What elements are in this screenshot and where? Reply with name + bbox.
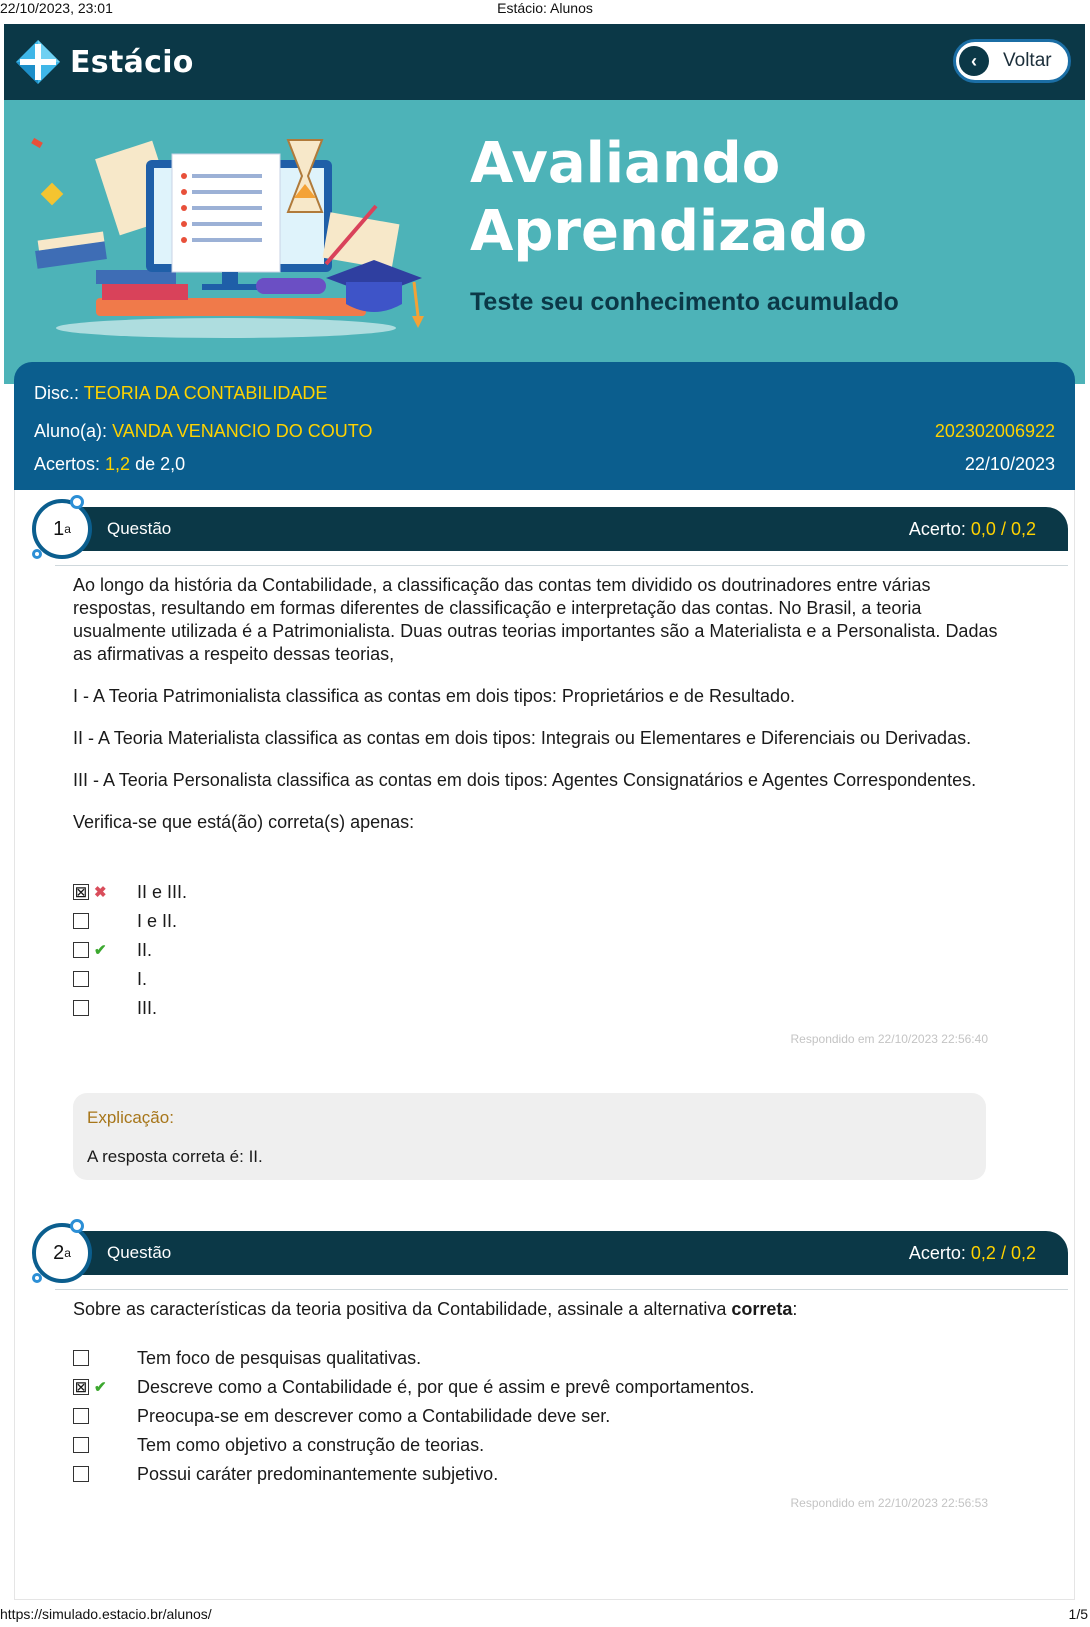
question-1-paragraph: Verifica-se que está(ão) correta(s) apenas:	[73, 812, 415, 832]
option-item[interactable]	[73, 1435, 993, 1464]
print-footer	[0, 1606, 1090, 1626]
question-1-paragraph: III - A Teoria Personalista classifica as contas em dois tipos: Agentes Consignatários e Agentes Correspondentes.	[73, 770, 977, 790]
score-value: 1,2	[105, 454, 131, 474]
question-2-number-sup: a	[64, 1246, 71, 1260]
option-item[interactable]	[73, 969, 993, 998]
badge-dot-icon	[70, 495, 84, 509]
student-label: Aluno(a):	[34, 421, 108, 441]
back-button[interactable]	[953, 39, 1071, 83]
question-2-number: 2	[53, 1241, 65, 1264]
exam-date: 22/10/2023	[964, 454, 1055, 474]
question-1-header	[55, 507, 1068, 551]
question-2-label: Questão	[107, 1243, 172, 1262]
question-1-explanation	[73, 1093, 986, 1180]
question-2-prompt-bold: correta	[731, 1299, 793, 1319]
question-1-paragraph: Ao longo da história da Contabilidade, a classificação das contas tem dividido os doutrinadores entre várias respostas, resultando em formas diferentes de classificação e interpretação das contas. No Brasil, a teoria usualmente utilizada é a Patrimonialista. Duas outras teorias importantes são a Materialista e a Personalista. Dadas as afirmativas a respeito dessas teorias,	[73, 575, 998, 664]
print-url: https://simulado.estacio.br/alunos/	[0, 1606, 212, 1622]
correct-mark-icon: ✔	[94, 942, 107, 959]
brand-name: Estácio	[70, 44, 194, 80]
option-item[interactable]	[73, 1348, 993, 1377]
print-page-number: 1/5	[1068, 1606, 1088, 1622]
option-item[interactable]	[73, 1464, 993, 1493]
question-1-paragraph: II - A Teoria Materialista classifica as contas em dois tipos: Integrais ou Elementares e Diferenciais ou Derivadas.	[73, 728, 972, 748]
question-1-score-total: / 0,2	[1000, 519, 1036, 539]
option-text: I.	[137, 969, 148, 989]
study-illustration-icon	[26, 128, 446, 348]
discipline-label: Disc.:	[34, 383, 79, 403]
estacio-logo[interactable]	[14, 38, 194, 86]
explanation-title: Explicação:	[87, 1108, 174, 1127]
option-text: Tem como objetivo a construção de teorias.	[137, 1435, 485, 1455]
option-item[interactable]	[73, 998, 993, 1027]
question-1-score-label: Acerto:	[908, 519, 966, 539]
question-2-score	[909, 1243, 1036, 1264]
question-1-number-sup: a	[64, 522, 71, 536]
question-1-score	[909, 519, 1036, 540]
question-1-text	[73, 574, 1013, 853]
option-text: Descreve como a Contabilidade é, por que é assim e prevê comportamentos.	[137, 1377, 755, 1397]
question-2-options	[73, 1348, 993, 1493]
correct-mark-icon: ✔	[94, 1379, 107, 1396]
checkbox-icon[interactable]	[73, 1437, 89, 1453]
question-1	[14, 490, 1075, 1180]
estacio-logo-icon	[14, 38, 62, 86]
question-2-prompt-text: Sobre as características da teoria positiva da Contabilidade, assinale a alternativa	[73, 1299, 727, 1319]
chevron-left-icon: ‹	[959, 46, 989, 76]
question-2-score-label: Acerto:	[908, 1243, 966, 1263]
score-label: Acertos:	[34, 454, 101, 474]
question-2-header	[55, 1231, 1068, 1275]
option-text: III.	[137, 998, 158, 1018]
discipline-value: TEORIA DA CONTABILIDADE	[83, 383, 328, 403]
option-item[interactable]	[73, 882, 993, 911]
question-1-score-value: 0,0	[970, 519, 996, 539]
question-2-answered-time: Respondido em 22/10/2023 22:56:53	[790, 1496, 988, 1510]
checked-checkbox-icon[interactable]: ☒	[73, 1379, 89, 1395]
option-text: II e III.	[137, 882, 188, 902]
question-2-number-badge	[32, 1223, 92, 1283]
print-page-title: Estácio: Alunos	[497, 0, 593, 16]
explanation-text: A resposta correta é: II.	[87, 1147, 263, 1166]
score-total: de 2,0	[135, 454, 186, 474]
top-bar	[4, 24, 1085, 100]
score-row	[34, 454, 185, 475]
question-1-number: 1	[53, 517, 65, 540]
question-1-paragraph: I - A Teoria Patrimonialista classifica as contas em dois tipos: Proprietários e de Resultado.	[73, 686, 796, 706]
wrong-mark-icon: ✖	[94, 884, 107, 901]
checkbox-icon[interactable]	[73, 1000, 89, 1016]
question-2-score-total: / 0,2	[1000, 1243, 1036, 1263]
checkbox-icon[interactable]	[73, 942, 89, 958]
question-2	[14, 1180, 1075, 1600]
checkbox-icon[interactable]	[73, 971, 89, 987]
hero-banner	[4, 100, 1085, 384]
option-item[interactable]	[73, 1377, 993, 1406]
badge-dot-icon	[32, 1273, 42, 1283]
back-button-label: Voltar	[1003, 50, 1052, 71]
option-item[interactable]	[73, 1406, 993, 1435]
question-1-answered-time: Respondido em 22/10/2023 22:56:40	[790, 1032, 988, 1046]
checkbox-icon[interactable]	[73, 1350, 89, 1366]
checkbox-icon[interactable]	[73, 913, 89, 929]
option-text: II.	[137, 940, 153, 960]
checkbox-icon[interactable]	[73, 1408, 89, 1424]
question-1-options	[73, 882, 993, 1027]
badge-dot-icon	[32, 549, 42, 559]
question-2-score-value: 0,2	[970, 1243, 996, 1263]
option-text: Tem foco de pesquisas qualitativas.	[137, 1348, 422, 1368]
option-text: Possui caráter predominantemente subjetivo.	[137, 1464, 499, 1484]
question-2-text	[73, 1298, 1013, 1340]
checked-checkbox-icon[interactable]: ☒	[73, 884, 89, 900]
question-1-label: Questão	[107, 519, 172, 538]
question-2-prompt	[73, 1298, 1013, 1321]
checkbox-icon[interactable]	[73, 1466, 89, 1482]
hero-title	[470, 130, 867, 266]
hero-subtitle: Teste seu conhecimento acumulado	[470, 288, 899, 316]
student-row	[34, 421, 372, 442]
badge-dot-icon	[70, 1219, 84, 1233]
question-1-divider	[55, 565, 1068, 566]
question-1-number-badge	[32, 499, 92, 559]
discipline-row	[34, 383, 327, 404]
student-info-panel	[14, 362, 1075, 490]
option-text: I e II.	[137, 911, 178, 931]
page-frame	[4, 24, 1085, 1600]
question-2-prompt-end: :	[792, 1299, 798, 1319]
registration-number: 202302006922	[934, 421, 1055, 441]
student-name: VANDA VENANCIO DO COUTO	[112, 421, 373, 441]
option-item[interactable]	[73, 940, 993, 969]
option-text: Preocupa-se em descrever como a Contabilidade deve ser.	[137, 1406, 611, 1426]
print-datetime: 22/10/2023, 23:01	[0, 0, 113, 16]
option-item[interactable]	[73, 911, 993, 940]
hero-title-line2: Aprendizado	[470, 199, 868, 264]
question-2-divider	[55, 1289, 1068, 1290]
print-header	[0, 0, 1090, 22]
hero-title-line1: Avaliando	[470, 131, 781, 196]
